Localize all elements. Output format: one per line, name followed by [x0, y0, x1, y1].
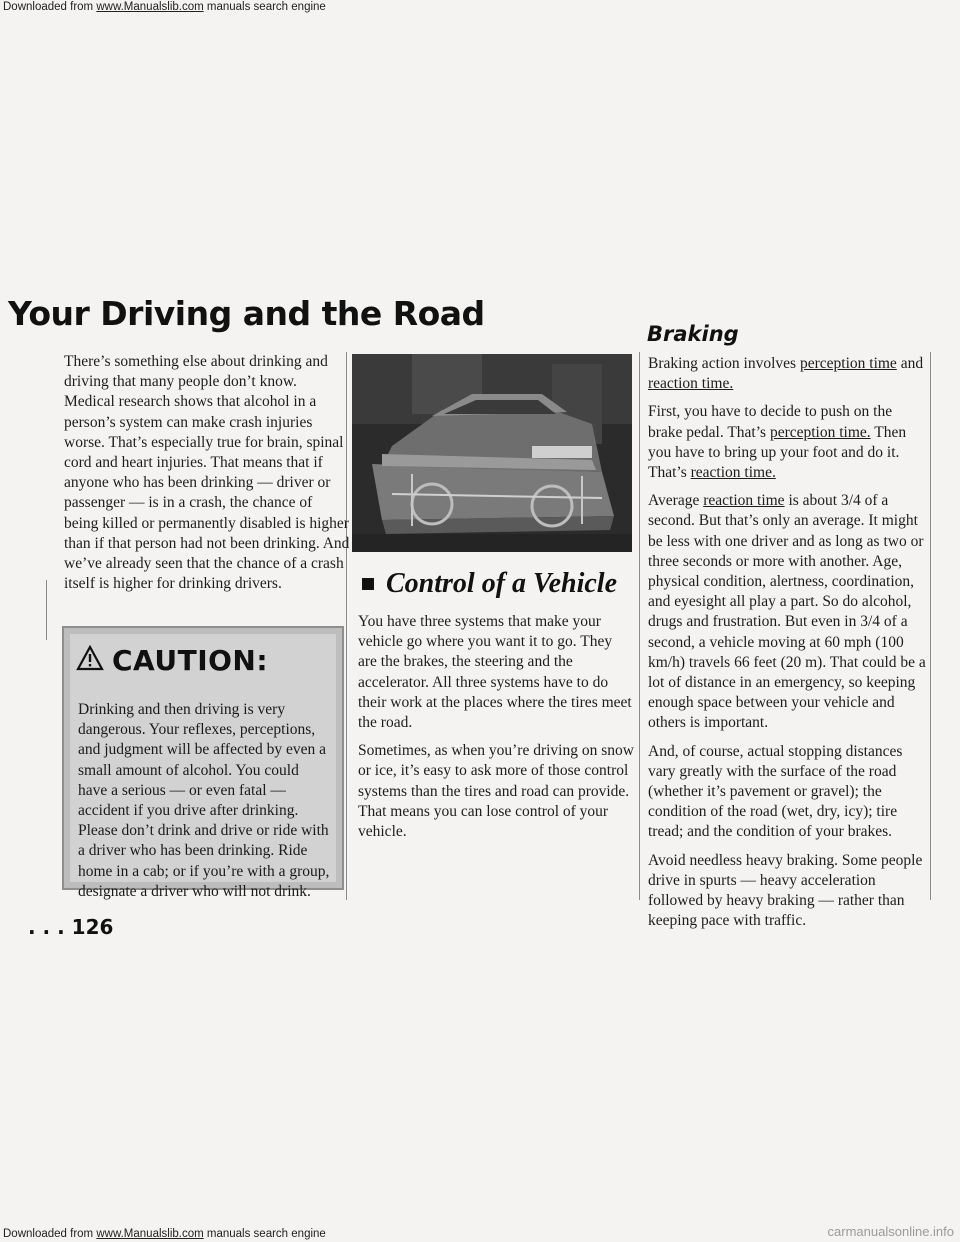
- reaction-time-term: reaction time.: [648, 375, 734, 393]
- square-bullet-icon: [362, 578, 374, 590]
- text-run: Average: [648, 492, 704, 510]
- text-run: and: [896, 355, 924, 372]
- manualslib-link[interactable]: www.Manualslib.com: [96, 1228, 204, 1240]
- download-prefix: Downloaded from: [3, 1, 97, 13]
- download-header: [0, 0, 960, 14]
- caution-label: CAUTION:: [112, 644, 269, 677]
- section-heading-control: [358, 566, 638, 602]
- col3-text: [648, 354, 928, 939]
- text-run: Braking action involves: [648, 355, 800, 372]
- download-suffix: manuals search engine: [203, 1, 326, 13]
- warning-triangle-icon: [76, 645, 104, 676]
- braking-paragraph-1: [648, 354, 928, 394]
- braking-paragraph-3: [648, 491, 928, 733]
- manualslib-link[interactable]: www.Manualslib.com: [96, 1, 204, 13]
- download-prefix: Downloaded from: [3, 1228, 97, 1240]
- braking-paragraph-2: [648, 402, 928, 483]
- caution-heading: [76, 644, 268, 677]
- page-title: Your Driving and the Road: [8, 294, 485, 333]
- section-title-control: Control of a Vehicle: [386, 568, 618, 599]
- control-paragraph-2: Sometimes, as when you’re driving on snow or ice, it’s easy to ask more of those control systems than the tires and road can provide. That means you can lose control of your vehicle.: [358, 742, 634, 841]
- col2-text: [358, 612, 634, 850]
- reaction-time-term: reaction time: [703, 492, 785, 510]
- car-lift-photo: [352, 354, 632, 552]
- text-run: Then you have to bring up your foot and do it. That’s: [648, 423, 907, 482]
- col1-paragraph: There’s something else about drinking and driving that many people don’t know. Medical research shows that alcohol in a person’s system can make crash injuries worse. That’s especially true for brain, spinal cord and heart injuries. That means that if anyone who has been drinking — driver or passenger — is in a crash, the chance of being killed or permanently disabled is higher than if that person had not been drinking. And we’ve already seen that the chance of a crash itself is higher for drinking drivers.: [64, 353, 350, 593]
- download-suffix: manuals search engine: [203, 1228, 326, 1240]
- watermark: carmanualsonline.info: [827, 1224, 954, 1239]
- page-number: . . . 126: [28, 915, 114, 939]
- perception-time-term: perception time: [799, 355, 897, 372]
- control-paragraph-1: You have three systems that make your vehicle go where you want it to go. They are the brakes, the steering and the accelerator. All three systems have to do their work at the places where the tires meet the road.: [358, 613, 632, 732]
- reaction-time-term: reaction time.: [690, 464, 776, 482]
- braking-paragraph-4: And, of course, actual stopping distances vary greatly with the surface of the road (whether it’s pavement or gravel); the condition of the road (wet, dry, icy); tire tread; and the condition of your brakes.: [648, 742, 903, 841]
- caution-box: [62, 626, 344, 900]
- caution-text: Drinking and then driving is very dangerous. Your reflexes, perceptions, and judgment will be affected by even a small amount of alcohol. You could have a serious — or even fatal — accident if you drive after drinking. Please don’t drink and drive or ride with a driver who has been drinking. Ride home in a cab; or if you’re with a group, designate a driver who will not drink.: [78, 701, 330, 900]
- column-rule-left: [46, 580, 47, 640]
- braking-paragraph-5: Avoid needless heavy braking. Some people drive in spurts — heavy acceleration followed by heavy braking — rather than keeping pace with traffic.: [648, 851, 923, 930]
- perception-time-term: perception time.: [769, 423, 871, 441]
- text-run: First, you have to decide to push on the brake pedal. That’s: [648, 403, 893, 441]
- column-rule-right: [639, 352, 640, 900]
- braking-title: Braking: [647, 322, 739, 346]
- text-run: is about 3/4 of a second. But that’s only an average. It might be less with one driver and as long as two or three seconds or more with another. Age, physical condition, alertness, coordination, and eyesight all play a part. So do alcohol, drugs and frustration. But even in 3/4 of a second, a vehicle moving at 60 mph (100 km/h) travels 66 feet (20 m). That could be a lot of distance in an emergency, so keeping enough space between your vehicle and others is important.: [648, 492, 926, 732]
- column-rule-edge: [930, 352, 931, 900]
- download-footer: [0, 1227, 960, 1242]
